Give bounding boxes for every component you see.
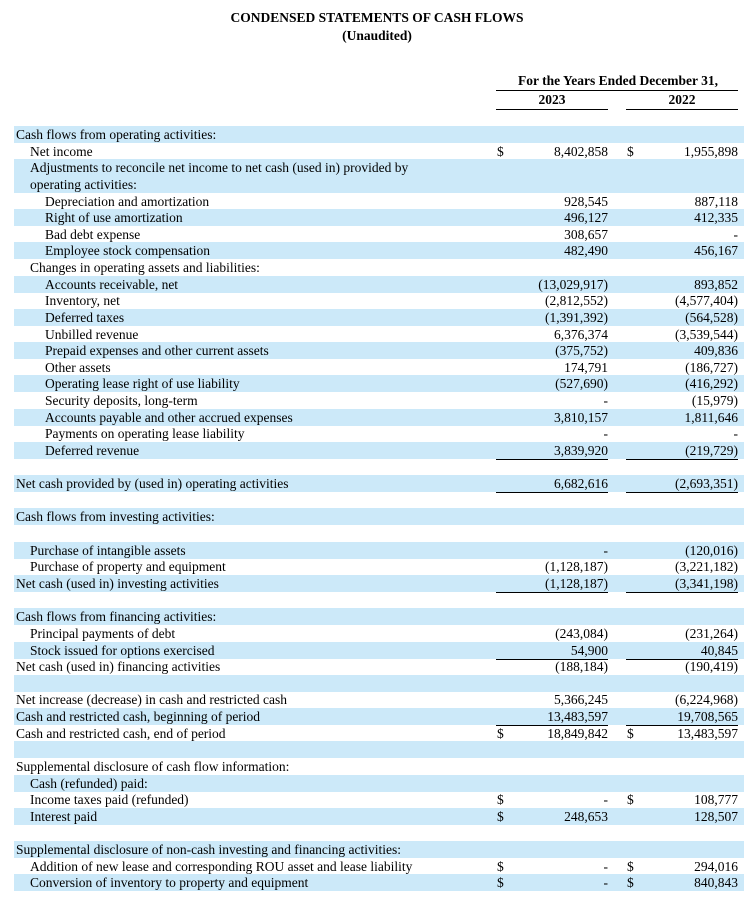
table-row xyxy=(14,193,744,210)
value-2022: 409,836 xyxy=(694,343,738,359)
row-label: Security deposits, long-term xyxy=(45,393,198,409)
row-label: Accounts receivable, net xyxy=(45,276,179,292)
table-row xyxy=(14,708,744,725)
table-row xyxy=(14,858,744,875)
table-row xyxy=(14,508,744,525)
value-2023: 3,839,920 xyxy=(496,442,608,460)
table-row xyxy=(14,259,744,276)
value-2023: - xyxy=(603,858,608,874)
table-row xyxy=(14,542,744,559)
row-label: Conversion of inventory to property and equipment xyxy=(30,875,309,891)
value-2022: 1,955,898 xyxy=(684,143,738,159)
value-2023: 496,127 xyxy=(564,210,608,226)
currency-symbol-2023: $ xyxy=(497,858,504,874)
value-2023: - xyxy=(603,393,608,409)
table-row xyxy=(14,642,744,659)
value-2023: 8,402,858 xyxy=(554,143,608,159)
currency-symbol-2023: $ xyxy=(497,725,504,741)
value-2023: - xyxy=(603,426,608,442)
value-2022: (564,528) xyxy=(685,309,738,325)
value-2022: 1,811,646 xyxy=(684,409,738,425)
value-2022: 893,852 xyxy=(694,276,738,292)
value-2022: (2,693,351) xyxy=(626,475,738,493)
spacer-row xyxy=(14,824,744,841)
value-2022: (120,016) xyxy=(685,542,738,558)
table-row xyxy=(14,326,744,343)
spacer-row xyxy=(14,492,744,509)
row-label: Cash (refunded) paid: xyxy=(30,775,148,791)
currency-symbol-2022: $ xyxy=(627,792,634,808)
row-label: Net income xyxy=(30,143,93,159)
currency-symbol-2022: $ xyxy=(627,143,634,159)
table-row xyxy=(14,276,744,293)
table-row xyxy=(14,143,744,160)
value-2023: 248,653 xyxy=(564,808,608,824)
row-label: Employee stock compensation xyxy=(45,243,210,259)
table-row xyxy=(14,209,744,226)
table-row xyxy=(14,725,744,742)
value-2023: - xyxy=(603,792,608,808)
row-label: Net cash (used in) investing activities xyxy=(16,576,219,591)
table-row xyxy=(14,841,744,858)
value-2022: 40,845 xyxy=(626,642,738,660)
value-2023: 5,366,245 xyxy=(554,692,608,708)
value-2023: 18,849,842 xyxy=(496,725,608,745)
table-row xyxy=(14,874,744,891)
table-row xyxy=(14,375,744,392)
table-row xyxy=(14,309,744,326)
statement-title: CONDENSED STATEMENTS OF CASH FLOWS xyxy=(230,10,524,25)
value-2023: 3,810,157 xyxy=(554,409,608,425)
row-label: Cash flows from operating activities: xyxy=(16,127,217,142)
value-2022: (6,224,968) xyxy=(675,692,738,708)
value-2022: 456,167 xyxy=(694,243,738,259)
value-2023: (188,184) xyxy=(496,658,608,676)
table-row xyxy=(14,159,744,176)
spacer-row xyxy=(14,592,744,609)
table-row xyxy=(14,409,744,426)
row-label: Net cash (used in) financing activities xyxy=(16,659,221,675)
value-2022: 19,708,565 xyxy=(626,708,738,726)
currency-symbol-2023: $ xyxy=(497,792,504,808)
row-label: Cash flows from investing activities: xyxy=(16,509,215,525)
table-row xyxy=(14,475,744,492)
row-label: Deferred taxes xyxy=(45,309,125,325)
row-label: Purchase of property and equipment xyxy=(30,559,226,575)
value-2022: (186,727) xyxy=(685,359,738,375)
row-label: Income taxes paid (refunded) xyxy=(30,792,189,808)
value-2022: (231,264) xyxy=(685,625,738,641)
value-2022: 840,843 xyxy=(694,875,738,891)
spacer-row xyxy=(14,741,744,758)
table-row xyxy=(14,292,744,309)
row-label: Accounts payable and other accrued expenses xyxy=(45,409,293,425)
value-2023: 54,900 xyxy=(496,642,608,660)
value-2022: 13,483,597 xyxy=(626,725,738,745)
table-row xyxy=(14,791,744,808)
table-row xyxy=(14,425,744,442)
table-row xyxy=(14,658,744,675)
row-label: Bad debt expense xyxy=(45,226,141,242)
value-2022: (3,221,182) xyxy=(626,558,738,576)
table-row xyxy=(14,608,744,625)
value-2023: - xyxy=(603,875,608,891)
value-2023: (1,128,187) xyxy=(496,575,608,593)
value-2023: (527,690) xyxy=(555,376,608,392)
table-row xyxy=(14,758,744,775)
table-row xyxy=(14,359,744,376)
row-label: Cash and restricted cash, beginning of period xyxy=(16,709,261,725)
row-label: Stock issued for options exercised xyxy=(30,642,215,658)
value-2023: 928,545 xyxy=(564,193,608,209)
value-2022: (4,577,404) xyxy=(675,293,738,309)
row-label: Supplemental disclosure of non-cash investing and financing activities: xyxy=(16,842,402,858)
value-2023: (1,391,392) xyxy=(545,309,608,325)
currency-symbol-2022: $ xyxy=(627,875,634,891)
currency-symbol-2023: $ xyxy=(497,143,504,159)
row-label: Inventory, net xyxy=(45,293,120,309)
value-2022: (3,539,544) xyxy=(675,326,738,342)
row-label: Net increase (decrease) in cash and restricted cash xyxy=(16,692,287,708)
value-2023: (1,128,187) xyxy=(496,558,608,576)
row-label: Cash and restricted cash, end of period xyxy=(16,725,226,741)
row-label: Prepaid expenses and other current assets xyxy=(45,343,269,359)
table-row xyxy=(14,625,744,642)
value-2023: (375,752) xyxy=(555,343,608,359)
value-2022: - xyxy=(733,226,738,242)
row-label: Other assets xyxy=(45,359,111,375)
value-2022: 412,335 xyxy=(694,210,738,226)
row-label: Supplemental disclosure of cash flow information: xyxy=(16,758,290,774)
table-row xyxy=(14,226,744,243)
table-row xyxy=(14,442,744,459)
value-2022: (3,341,198) xyxy=(626,575,738,593)
row-label: Payments on operating lease liability xyxy=(45,426,245,442)
row-label: Changes in operating assets and liabilities: xyxy=(30,260,260,276)
row-label: Unbilled revenue xyxy=(45,326,139,342)
value-2023: (13,029,917) xyxy=(538,276,608,292)
row-label: operating activities: xyxy=(30,176,137,192)
spacer-row xyxy=(14,675,744,692)
row-label: Operating lease right of use liability xyxy=(45,376,240,392)
table-row xyxy=(14,342,744,359)
value-2022: 108,777 xyxy=(694,792,738,808)
value-2023: 13,483,597 xyxy=(496,708,608,726)
column-header-2023: 2023 xyxy=(538,92,566,107)
value-2023: 308,657 xyxy=(564,226,608,242)
table-row xyxy=(14,242,744,259)
value-2022: (416,292) xyxy=(685,376,738,392)
currency-symbol-2023: $ xyxy=(497,808,504,824)
value-2022: - xyxy=(733,426,738,442)
table-row xyxy=(14,558,744,575)
row-label: Deferred revenue xyxy=(45,442,140,458)
value-2022: 294,016 xyxy=(694,858,738,874)
table-row xyxy=(14,392,744,409)
value-2023: (243,084) xyxy=(555,625,608,641)
value-2022: (190,419) xyxy=(626,658,738,676)
value-2023: 6,376,374 xyxy=(554,326,608,342)
value-2022: 887,118 xyxy=(694,193,738,209)
row-label: Net cash provided by (used in) operating activities xyxy=(16,476,289,492)
currency-symbol-2023: $ xyxy=(497,875,504,891)
table-row xyxy=(14,691,744,708)
row-label: Adjustments to reconcile net income to net cash (used in) provided by xyxy=(30,160,409,176)
value-2022: (15,979) xyxy=(691,393,738,409)
value-2023: - xyxy=(603,542,608,558)
table-row xyxy=(14,575,744,592)
row-label: Interest paid xyxy=(30,808,98,824)
row-label: Depreciation and amortization xyxy=(45,193,210,209)
value-2022: (219,729) xyxy=(626,442,738,460)
value-2023: 482,490 xyxy=(564,243,608,259)
value-2023: 6,682,616 xyxy=(496,475,608,493)
table-row xyxy=(14,126,744,143)
statement-subtitle: (Unaudited) xyxy=(342,28,412,43)
period-header: For the Years Ended December 31, xyxy=(518,73,718,88)
row-label: Cash flows from financing activities: xyxy=(16,609,217,625)
table-row xyxy=(14,808,744,825)
table-row xyxy=(14,176,744,193)
value-2023: 174,791 xyxy=(564,359,608,375)
value-2022: 128,507 xyxy=(694,808,738,824)
column-header-2022: 2022 xyxy=(668,92,696,107)
value-2023: (2,812,552) xyxy=(545,293,608,309)
currency-symbol-2022: $ xyxy=(627,858,634,874)
row-label: Right of use amortization xyxy=(45,210,183,226)
row-label: Purchase of intangible assets xyxy=(30,542,186,558)
row-label: Addition of new lease and corresponding ROU asset and lease liability xyxy=(30,858,413,874)
currency-symbol-2022: $ xyxy=(627,725,634,741)
spacer-row xyxy=(14,459,744,476)
table-row xyxy=(14,775,744,792)
spacer-row xyxy=(14,525,744,542)
row-label: Principal payments of debt xyxy=(30,625,176,641)
